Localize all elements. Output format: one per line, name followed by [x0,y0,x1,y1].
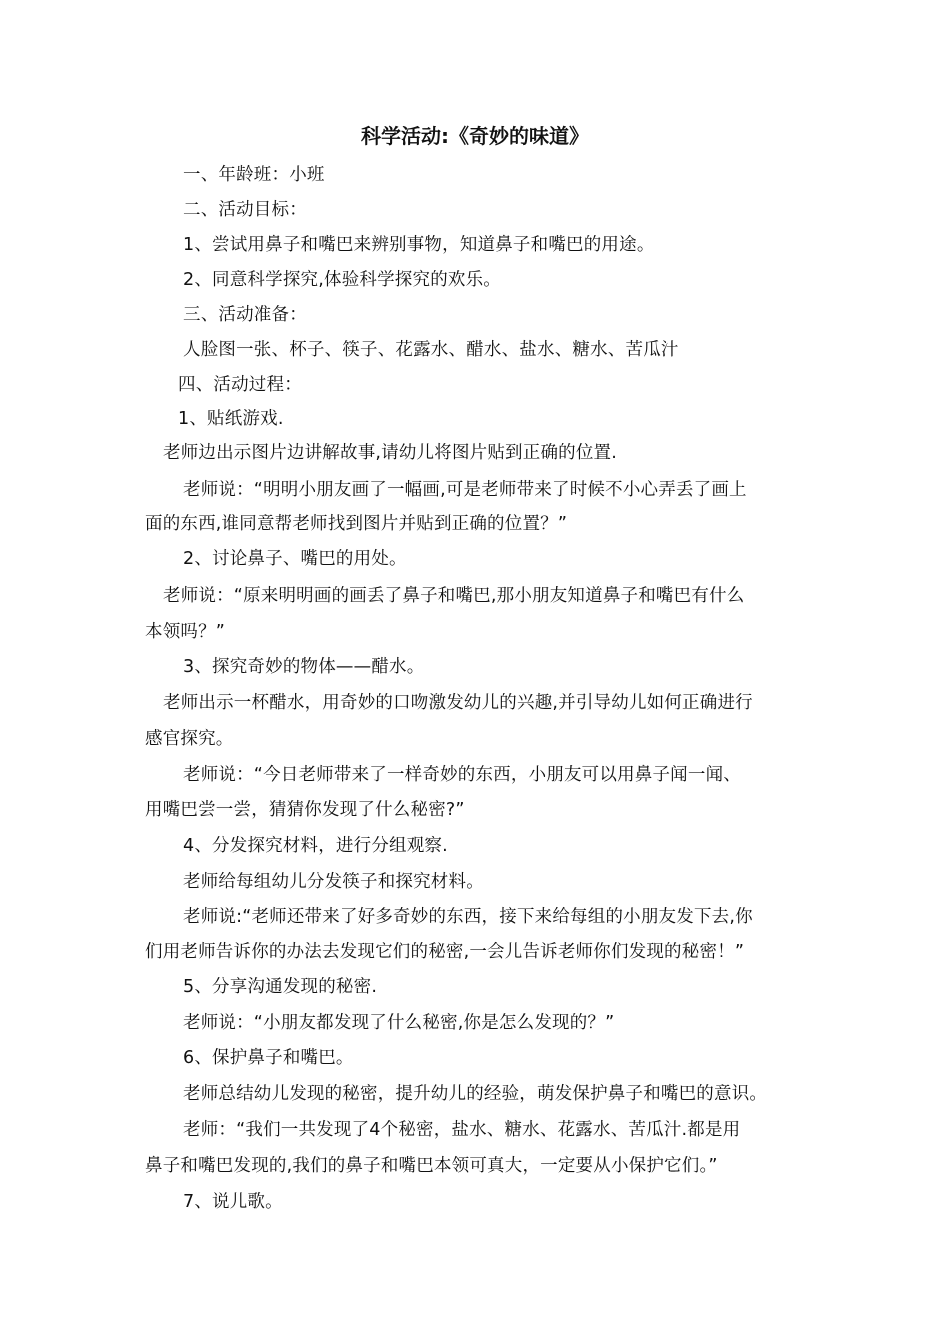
section-process-heading: 四、活动过程： [178,375,302,395]
step-3-paragraph-line-2: 感官探究。 [145,729,234,749]
step-3-paragraph-line-1: 老师出示一杯醋水，用奇妙的口吻激发幼儿的兴趣,并引导幼儿如何正确进行 [163,693,753,713]
step-1-dialogue-line-2: 面的东西,谁同意帮老师找到图片并贴到正确的位置？” [145,514,568,534]
step-2-dialogue-line-1: 老师说：“原来明明画的画丢了鼻子和嘴巴,那小朋友知道鼻子和嘴巴有什么 [163,586,745,606]
step-4-dialogue-line-1: 老师说:“老师还带来了好多奇妙的东西，接下来给每组的小朋友发下去,你 [183,907,753,927]
step-3-dialogue-line-1: 老师说：“今日老师带来了一样奇妙的东西，小朋友可以用鼻子闻一闻、 [183,765,741,785]
preparation-materials: 人脸图一张、杯子、筷子、花露水、醋水、盐水、糖水、苦瓜汁 [183,340,679,360]
document-title: 科学活动:《奇妙的味道》 [361,124,589,148]
section-goals-heading: 二、活动目标： [183,200,307,220]
step-5-dialogue: 老师说：“小朋友都发现了什么秘密,你是怎么发现的？” [183,1013,615,1033]
step-6-dialogue-line-1: 老师：“我们一共发现了4个秘密，盐水、糖水、花露水、苦瓜汁.都是用 [183,1120,741,1140]
step-2-dialogue-line-2: 本领吗？” [145,622,226,642]
step-6-heading: 6、保护鼻子和嘴巴。 [183,1048,354,1068]
step-6-dialogue-line-2: 鼻子和嘴巴发现的,我们的鼻子和嘴巴本领可真大，一定要从小保护它们。” [145,1156,718,1176]
step-6-paragraph: 老师总结幼儿发现的秘密，提升幼儿的经验，萌发保护鼻子和嘴巴的意识。 [183,1084,768,1104]
step-1-dialogue-line-1: 老师说：“明明小朋友画了一幅画,可是老师带来了时候不小心弄丢了画上 [183,480,747,500]
step-3-heading: 3、探究奇妙的物体——醋水。 [183,657,425,677]
goal-item-1: 1、尝试用鼻子和嘴巴来辨别事物，知道鼻子和嘴巴的用途。 [183,235,655,255]
step-4-paragraph: 老师给每组幼儿分发筷子和探究材料。 [183,872,484,892]
step-5-heading: 5、分享沟通发现的秘密. [183,977,378,997]
step-4-heading: 4、分发探究材料，进行分组观察. [183,836,448,856]
step-1-heading: 1、贴纸游戏. [178,409,284,429]
goal-item-2: 2、同意科学探究,体验科学探究的欢乐。 [183,270,501,290]
section-age-group: 一、年龄班：小班 [183,165,325,185]
section-preparation-heading: 三、活动准备： [183,305,307,325]
step-2-heading: 2、讨论鼻子、嘴巴的用处。 [183,549,407,569]
step-4-dialogue-line-2: 们用老师告诉你的办法去发现它们的秘密,一会儿告诉老师你们发现的秘密！” [145,942,745,962]
step-3-dialogue-line-2: 用嘴巴尝一尝，猜猜你发现了什么秘密?” [145,800,465,820]
step-1-paragraph: 老师边出示图片边讲解故事,请幼儿将图片贴到正确的位置. [163,443,618,463]
step-7-heading: 7、说儿歌。 [183,1192,283,1212]
